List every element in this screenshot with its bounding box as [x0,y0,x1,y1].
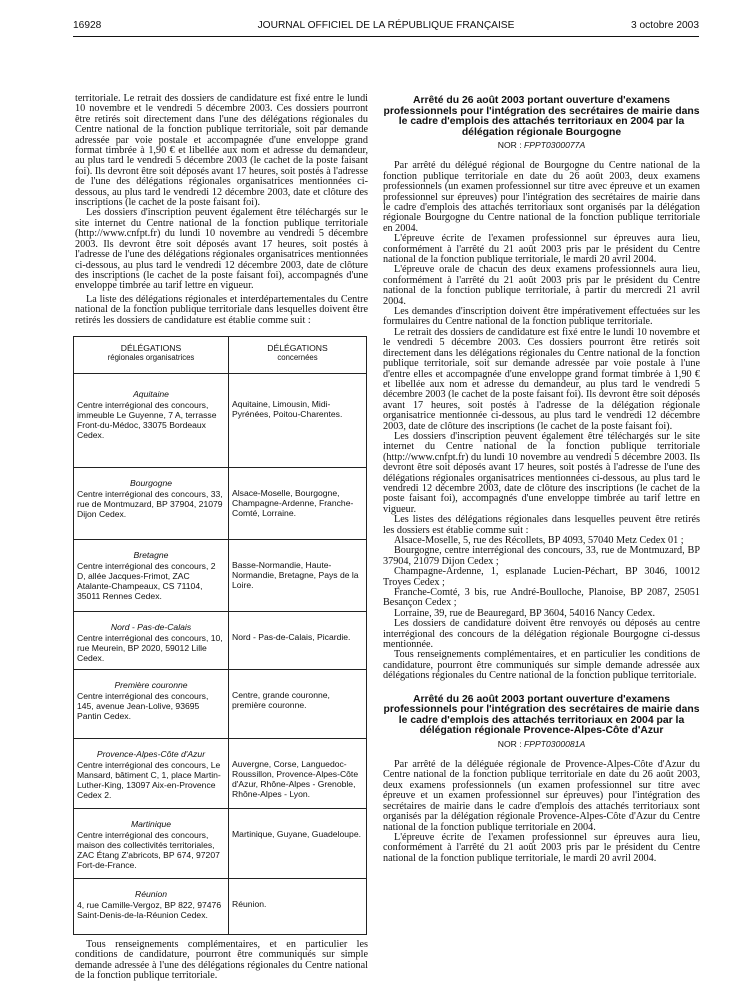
nor-code: FPPT0300081A [524,739,586,750]
body-paragraph: Les demandes d'inscription doivent être impérativement effectuées sur les formulaires du Centre national de la fonction publique territoriale. [383,306,700,328]
region-name: Réunion [134,888,167,899]
body-paragraph: La liste des délégations régionales et interdépartementales du Centre national de la fonction publique territoriale dans lesquelles doivent être retirés les dossiers de candidature est établie comme suit : [75,293,368,326]
header-label: DÉLÉGATIONS [120,342,182,353]
left-column [75,93,368,982]
concernees-cell [229,808,367,878]
article-spacer [383,682,700,695]
nor-reference [383,739,700,750]
table-row [74,539,367,611]
concernees-list: Basse-Normandie, Haute-Normandie, Bretagne, Pays de la Loire. [232,559,359,591]
concernees-list: Réunion. [232,898,267,909]
article-body [383,760,700,864]
concernees-cell [229,373,367,467]
organisatrice-address: Centre interrégional des concours, 33, rue de Montmuzard, BP 37904, 21079 Dijon Cedex. [77,489,223,520]
table-row [74,611,367,669]
table-row [74,878,367,934]
concernees-cell [229,738,367,808]
region-name: Nord - Pas-de-Calais [110,621,192,632]
header-rule [73,36,699,37]
concernees-cell [229,878,367,934]
organisatrice-address: Centre interrégional des concours, 2 D, allée Jacques-Frimot, ZAC Atalante-Champeaux, CS 71104, 35011 Rennes Cedex. [77,561,216,602]
address-item: Bourgogne, centre interrégional des concours, 33, rue de Montmuzard, BP 37904, 21079 Dijon Cedex ; [383,545,700,567]
article-title: Arrêté du 26 août 2003 portant ouverture d'examens professionnels pour l'intégration des secrétaires de mairie dans le cadre d'emplois des attachés territoriaux en 2004 par la délégation régionale Provence-Alpes-Côte d'Azur [383,693,700,737]
table-header-row [74,336,367,373]
body-paragraph: L'épreuve écrite de l'examen professionnel sur épreuves aura lieu, conformément à l'arrêté du 21 août 2003 pris par le président du Centre national de la fonction publique territoriale, le mardi 20 avril 2004. [383,831,700,864]
organisatrice-address: 4, rue Camille-Vergoz, BP 822, 97476 Saint-Denis-de-la-Réunion Cedex. [77,900,222,921]
body-paragraph: Les listes des délégations régionales dans lesquelles peuvent être retirés les dossiers est établie comme suit : [383,514,700,536]
region-name: Bourgogne [129,477,173,488]
nor-reference [383,140,700,151]
organisatrice-cell [74,611,229,669]
region-name: Première couronne [114,679,188,690]
nor-label: NOR : [497,739,522,750]
region-name: Provence-Alpes-Côte d'Azur [96,748,206,759]
organisatrice-address: Centre interrégional des concours, maison des collectivités territoriales, ZAC Étang Z'abricots, BP 674, 97207 Fort-de-France. [77,830,220,871]
table-row [74,467,367,539]
table-row [74,669,367,738]
concernees-list: Aquitaine, Limousin, Midi-Pyrénées, Poitou-Charentes. [232,398,343,420]
region-name: Aquitaine [133,388,169,399]
body-paragraph: Tous renseignements complémentaires, et en particulier les conditions de candidature, pourront être communiqués sur simple demande adressée à l'une des délégations régionales du Centre national de la fonction publique territoriale. [75,938,368,982]
body-paragraph: Par arrêté du délégué régional de Bourgogne du Centre national de la fonction publique territoriale en date du 26 août 2003, deux examens professionnels (un examen professionnel sur titre avec épreuve et un examen professionnel sur épreuves) pour l'intégration des secrétaires de mairie dans le cadre d'emplois des attachés territoriaux sont organisés par la délégation régionale Bourgogne du Centre national de la fonction publique territoriale en 2004. [383,160,700,234]
body-paragraph: Par arrêté de la déléguée régionale de Provence-Alpes-Côte d'Azur du Centre national de la fonction publique territoriale en date du 26 août 2003, deux examens professionnels (un examen professionnel sur titre avec épreuve et un examen professionnel sur épreuves) pour l'intégration des secrétaires de mairie dans le cadre d'emplois des attachés territoriaux sont organisés par la délégation régionale Provence-Alpes-Côte d'Azur du Centre national de la fonction publique territoriale en 2004. [383,759,700,833]
journal-title: JOURNAL OFFICIEL DE LA RÉPUBLIQUE FRANÇAISE [257,20,515,31]
nor-code: FPPT0300077A [524,140,586,151]
body-paragraph: L'épreuve orale de chacun des deux examens professionnels aura lieu, conformément à l'arrêté du 21 août 2003 pris par le président du Centre national de la fonction publique territoriale, à partir du mercredi 21 avril 2004. [383,264,700,307]
header-sublabel: régionales organisatrices [107,353,195,363]
concernees-cell [229,611,367,669]
table-row [74,738,367,808]
body-paragraph: L'épreuve écrite de l'examen professionnel sur épreuves aura lieu, conformément à l'arrêté du 21 août 2003 pris par le président du Centre national de la fonction publique territoriale, le mardi 20 avril 2004. [383,233,700,266]
concernees-cell [229,669,367,738]
body-paragraph: Les dossiers d'inscription peuvent également être téléchargés sur le site internet du Centre national de la fonction publique territoriale (http://www.cnfpt.fr) du lundi 10 novembre au vendredi 5 décembre 2003. Ils devront être soit déposés avant 17 heures, soit postés à l'adresse de l'une des délégations régionales organisatrices mentionnées ci-dessous, au plus tard le vendredi 12 décembre 2003, date de clôture des inscriptions (le cachet de la poste faisant foi), accompagnés d'une enveloppe timbrée au tarif lettre en vigueur. [75,207,368,292]
body-paragraph: Tous renseignements complémentaires, et en particulier les conditions de candidature, pourront être communiqués sur simple demande adressée aux délégations régionales du Centre national de la fonction publique territoriale. [383,649,700,682]
header-sublabel: concernées [277,353,318,363]
issue-date: 3 octobre 2003 [631,20,699,31]
region-name: Martinique [130,818,172,829]
delegations-table [73,336,367,935]
organisatrice-cell [74,373,229,467]
table-header-cell [74,336,229,373]
concernees-list: Martinique, Guyane, Guadeloupe. [232,828,361,839]
organisatrice-cell [74,738,229,808]
concernees-list: Nord - Pas-de-Calais, Picardie. [232,631,351,642]
address-item: Champagne-Ardenne, 1, esplanade Lucien-Péchart, BP 3046, 10012 Troyes Cedex ; [383,566,700,588]
organisatrice-address: Centre interrégional des concours, 10, rue Meurein, BP 2020, 59012 Lille Cedex. [77,633,223,664]
page-number: 16928 [73,20,102,31]
organisatrice-cell [74,467,229,539]
organisatrice-cell [74,808,229,878]
concernees-cell [229,467,367,539]
article-title: Arrêté du 26 août 2003 portant ouverture d'examens professionnels pour l'intégration des secrétaires de mairie dans le cadre d'emplois des attachés territoriaux en 2004 par la délégation régionale Bourgogne [383,95,700,138]
concernees-list: Auvergne, Corse, Languedoc-Roussillon, Provence-Alpes-Côte d'Azur, Rhône-Alpes - Grenoble, Rhône-Alpes - Lyon. [232,758,359,800]
body-paragraph: territoriale. Le retrait des dossiers de candidature est fixé entre le lundi 10 novembre et le vendredi 5 décembre 2003. Ces dossiers pourront être retirés soit directement dans l'une des délégations régionales du Centre national de la fonction publique territoriale, soit par demande adressée par voie postale et accompagnée d'une enveloppe grand format timbrée à 1,90 € et libellée aux nom et adresse du demandeur, au plus tard le vendredi 5 décembre 2003 (le cachet de la poste faisant foi). Ils devront être soit déposés avant 17 heures, soit postés à l'adresse de l'une des délégations régionales organisatrices mentionnées ci-dessous, au plus tard le vendredi 12 décembre 2003, date et clôture des inscriptions (le cachet de la poste faisant foi). [75,93,368,209]
header-label: DÉLÉGATIONS [267,342,328,353]
organisatrice-address: Centre interrégional des concours, immeuble Le Guyenne, 7 A, terrasse Front-du-Médoc, 33075 Bordeaux Cedex. [77,400,217,441]
table-row [74,808,367,878]
right-column [383,96,700,976]
organisatrice-address: Centre interrégional des concours, Le Mansard, bâtiment C, 1, place Martin-Luther-King, 13097 Aix-en-Provence Cedex 2. [77,760,221,801]
page-header [73,20,699,34]
organisatrice-address: Centre interrégional des concours, 145, avenue Jean-Lolive, 93695 Pantin Cedex. [77,691,209,722]
organisatrice-cell [74,669,229,738]
body-paragraph: Les dossiers de candidature doivent être renvoyés ou déposés au centre interrégional des concours de la délégation régionale Bourgogne ci-dessus mentionnée. [383,618,700,651]
organisatrice-cell [74,539,229,611]
address-item: Franche-Comté, 3 bis, rue André-Boulloche, Planoise, BP 2087, 25051 Besançon Cedex ; [383,587,700,609]
body-paragraph: Les dossiers d'inscription peuvent également être téléchargés sur le site internet du Centre national de la fonction publique territoriale (http://www.cnfpt.fr) du lundi 10 novembre au vendredi 5 décembre 2003. Ils devront être soit déposés avant 17 heures, soit postés à l'adresse de l'une des délégations régionales organisatrices mentionnées ci-dessous, au plus tard le vendredi 12 décembre 2003, date de clôture des inscriptions (le cachet de la poste faisant foi), accompagnés d'une enveloppe timbrée au tarif lettre en vigueur. [383,430,700,515]
concernees-list: Alsace-Moselle, Bourgogne, Champagne-Ardenne, Franche-Comté, Lorraine. [232,487,354,519]
article-body [383,161,700,681]
address-item: Alsace-Moselle, 5, rue des Récollets, BP 4093, 57040 Metz Cedex 01 ; [394,535,684,546]
table-header-cell [229,336,367,373]
organisatrice-cell [74,878,229,934]
concernees-cell [229,539,367,611]
region-name: Bretagne [133,549,169,560]
concernees-list: Centre, grande couronne, première couronne. [232,689,330,711]
address-item: Lorraine, 39, rue de Beauregard, BP 3604, 54016 Nancy Cedex. [394,607,656,619]
table-row [74,373,367,467]
body-paragraph: Le retrait des dossiers de candidature est fixé entre le lundi 10 novembre et le vendredi 5 décembre 2003. Ces dossiers pourront être retirés soit directement dans les délégations régionales du Centre national de la fonction publique territoriale, soit sur demande adressée par voie postale à l'une d'entre elles et accompagnée d'une enveloppe grand format timbrée à 1,90 € et libellée aux nom et adresse du demandeur, au plus tard le vendredi 5 décembre 2003 (le cachet de la poste faisant foi). Ils devront être soit déposés avant 17 heures, soit postés à l'adresse de la délégation régionale organisatrice mentionnée ci-dessous, au plus tard le vendredi 12 décembre 2003, date de clôture des inscriptions (le cachet de la poste faisant foi). [383,326,700,432]
nor-label: NOR : [497,140,522,151]
